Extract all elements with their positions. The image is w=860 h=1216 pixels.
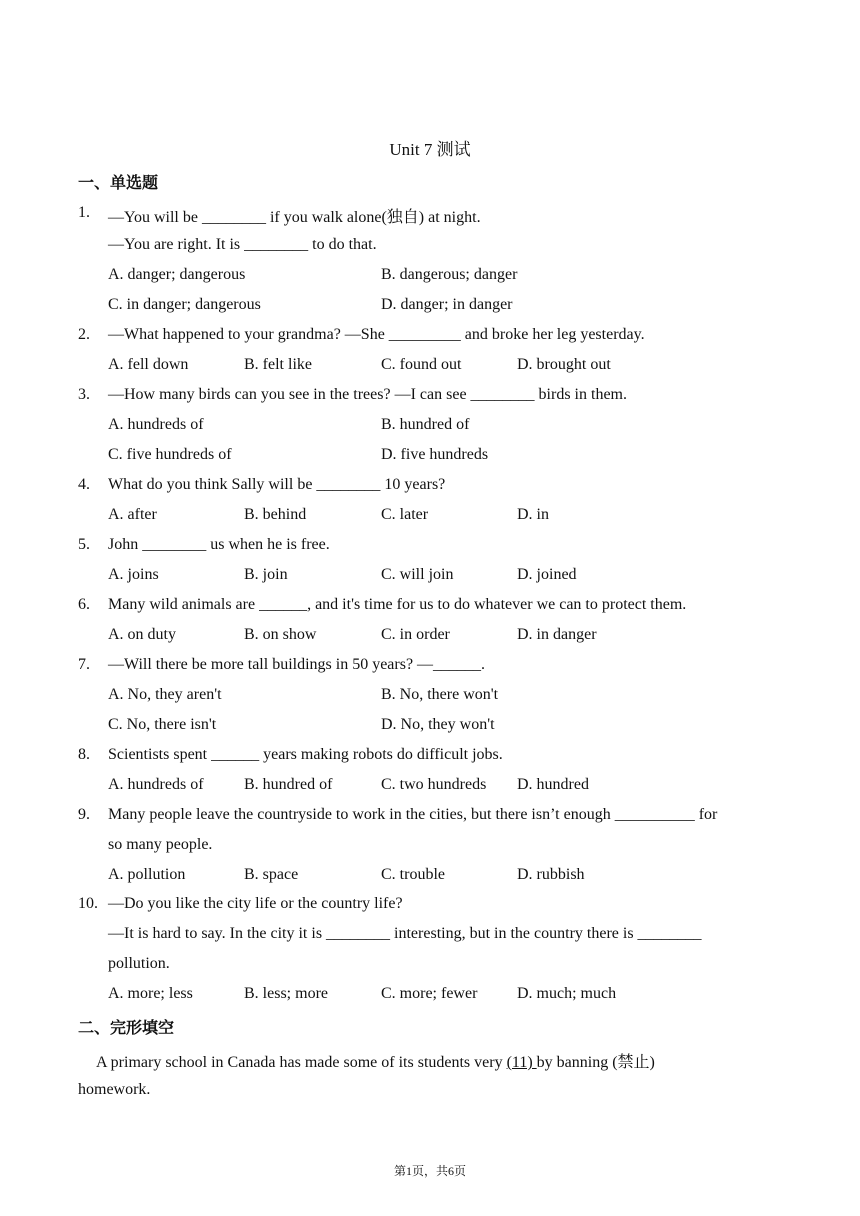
option-a: A. No, they aren't — [108, 686, 222, 703]
question-number: 8. — [78, 746, 90, 763]
option-d: D. much; much — [517, 985, 617, 1002]
passage-text: by banning (禁止) — [536, 1054, 655, 1071]
option-a: A. danger; dangerous — [108, 266, 246, 283]
option-d: D. No, they won't — [381, 716, 495, 733]
option-c: C. will join — [381, 566, 454, 583]
question-text: Many people leave the countryside to work in the cities, but there isn’t enough __________ for — [108, 806, 718, 823]
question-text: pollution. — [108, 955, 170, 972]
question-text: —It is hard to say. In the city it is ________ interesting, but in the country there is ________ — [108, 925, 702, 942]
question-text: —You are right. It is ________ to do that. — [108, 236, 377, 253]
option-a: A. hundreds of — [108, 416, 204, 433]
question-text: Scientists spent ______ years making robots do difficult jobs. — [108, 746, 503, 763]
option-a: A. pollution — [108, 866, 186, 883]
option-d: D. in — [517, 506, 549, 523]
option-d: D. in danger — [517, 626, 597, 643]
cloze-blank-11: (11) — [506, 1054, 537, 1071]
option-a: A. on duty — [108, 626, 176, 643]
option-c: C. in order — [381, 626, 450, 643]
option-b: B. on show — [244, 626, 317, 643]
passage-text: A primary school in Canada has made some of its students very — [96, 1054, 507, 1071]
option-c: C. No, there isn't — [108, 716, 217, 733]
question-number: 7. — [78, 656, 90, 673]
question-number: 6. — [78, 596, 90, 613]
option-a: A. after — [108, 506, 157, 523]
option-c: C. more; fewer — [381, 985, 478, 1002]
option-b: B. space — [244, 866, 299, 883]
option-d: D. joined — [517, 566, 577, 583]
option-c: C. found out — [381, 356, 462, 373]
option-b: B. behind — [244, 506, 307, 523]
option-b: B. hundred of — [381, 416, 470, 433]
page-title: Unit 7 测试 — [389, 140, 471, 159]
passage-line: homework. — [78, 1081, 151, 1098]
question-number: 10. — [78, 895, 98, 912]
section-heading-single-choice: 一、单选题 — [78, 173, 159, 192]
option-a: A. joins — [108, 566, 159, 583]
question-text: What do you think Sally will be ________ 10 years? — [108, 476, 446, 493]
option-c: C. two hundreds — [381, 776, 487, 793]
option-c: C. trouble — [381, 866, 445, 883]
option-b: B. hundred of — [244, 776, 333, 793]
question-text: Many wild animals are ______, and it's time for us to do whatever we can to protect them. — [108, 596, 687, 613]
question-text: —Will there be more tall buildings in 50 years? —______. — [108, 656, 486, 673]
option-a: A. more; less — [108, 985, 193, 1002]
section-heading-cloze: 二、完形填空 — [78, 1018, 175, 1037]
page-footer: 第1页，共6页 — [393, 1164, 466, 1178]
option-d: D. brought out — [517, 356, 611, 373]
option-d: D. hundred — [517, 776, 589, 793]
question-number: 3. — [78, 386, 90, 403]
question-text: —You will be ________ if you walk alone(独自) at night. — [108, 209, 481, 226]
question-number: 2. — [78, 326, 90, 343]
passage-line — [96, 1049, 655, 1072]
option-b: B. dangerous; danger — [381, 266, 518, 283]
question-text: so many people. — [108, 836, 213, 853]
option-b: B. join — [244, 566, 288, 583]
question-text: —Do you like the city life or the country life? — [108, 895, 403, 912]
option-c: C. in danger; dangerous — [108, 296, 261, 313]
option-d: D. danger; in danger — [381, 296, 513, 313]
question-number: 1. — [78, 204, 90, 221]
question-text: —What happened to your grandma? —She _________ and broke her leg yesterday. — [108, 326, 645, 343]
option-a: A. fell down — [108, 356, 189, 373]
question-number: 4. — [78, 476, 90, 493]
option-a: A. hundreds of — [108, 776, 204, 793]
option-b: B. No, there won't — [381, 686, 499, 703]
option-b: B. felt like — [244, 356, 312, 373]
option-c: C. five hundreds of — [108, 446, 232, 463]
option-c: C. later — [381, 506, 429, 523]
option-d: D. five hundreds — [381, 446, 489, 463]
question-number: 9. — [78, 806, 90, 823]
option-d: D. rubbish — [517, 866, 585, 883]
question-text: John ________ us when he is free. — [108, 536, 330, 553]
option-b: B. less; more — [244, 985, 328, 1002]
question-text: —How many birds can you see in the trees? —I can see ________ birds in them. — [108, 386, 627, 403]
question-number: 5. — [78, 536, 90, 553]
